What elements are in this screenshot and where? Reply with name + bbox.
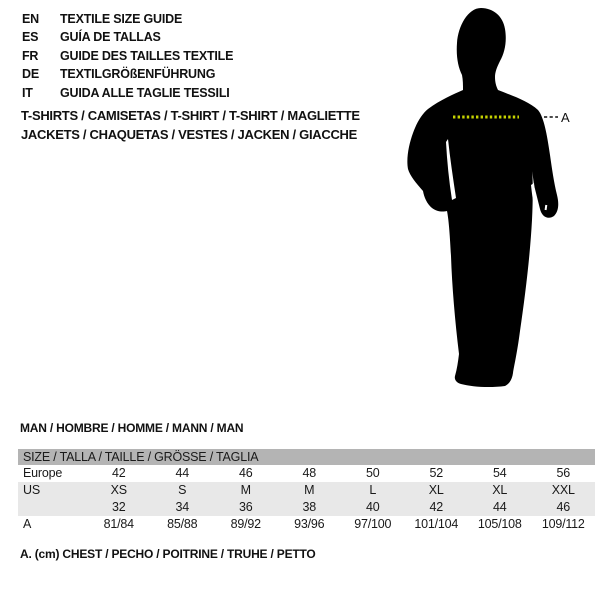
size-cell: M <box>304 483 315 497</box>
size-cell: 93/96 <box>294 517 325 531</box>
size-cell: XL <box>428 483 444 497</box>
size-cell: L <box>369 483 377 497</box>
language-row <box>22 84 233 102</box>
language-title-list <box>22 10 233 102</box>
size-cell: 50 <box>365 466 380 480</box>
size-cell: 44 <box>492 500 507 514</box>
row-label: US <box>23 483 40 497</box>
size-cell: XL <box>492 483 508 497</box>
size-cell: M <box>240 483 251 497</box>
size-table-header: SIZE / TALLA / TAILLE / GRÖSSE / TAGLIA <box>18 449 595 465</box>
language-title: TEXTILGRÖßENFÜHRUNG <box>60 67 216 82</box>
language-row <box>22 47 233 65</box>
size-cell: 85/88 <box>167 517 198 531</box>
size-cell: 32 <box>111 500 126 514</box>
language-title: GUIDA ALLE TAGLIE TESSILI <box>60 85 230 100</box>
size-figure <box>402 5 572 390</box>
size-cell: 97/100 <box>354 517 392 531</box>
size-cell: S <box>178 483 187 497</box>
size-cell: 56 <box>556 466 570 480</box>
size-cell: 42 <box>429 500 443 514</box>
row-label: Europe <box>23 466 63 480</box>
size-cell: XS <box>110 483 127 497</box>
category-line-tshirts: T-SHIRTS / CAMISETAS / T-SHIRT / T-SHIRT / MAGLIETTE <box>21 108 360 123</box>
size-cell: 40 <box>365 500 380 514</box>
size-cell: 36 <box>238 500 253 514</box>
language-code: EN <box>22 12 39 26</box>
size-cell: 81/84 <box>103 517 134 531</box>
language-title: GUIDE DES TAILLES TEXTILE <box>60 48 234 63</box>
size-cell: 101/104 <box>414 517 459 531</box>
table-row-us-letter <box>18 482 595 499</box>
size-cell: 46 <box>556 500 570 514</box>
size-table <box>18 449 595 533</box>
size-cell: XXL <box>551 483 575 497</box>
language-code: ES <box>22 30 39 45</box>
size-cell: 109/112 <box>541 517 585 531</box>
garment-categories <box>21 106 360 144</box>
size-cell: 89/92 <box>230 517 261 531</box>
size-cell: 44 <box>175 466 189 480</box>
language-code: DE <box>22 67 39 82</box>
measure-label-a: A <box>561 110 570 125</box>
language-title: TEXTILE SIZE GUIDE <box>60 12 183 26</box>
size-cell: 38 <box>302 500 316 514</box>
size-cell: 105/108 <box>477 517 522 531</box>
table-row-chest-cm <box>18 516 595 533</box>
size-cell: 48 <box>302 466 316 480</box>
size-cell: 52 <box>429 466 443 480</box>
row-label: A <box>23 517 32 531</box>
section-title-man: MAN / HOMBRE / HOMME / MANN / MAN <box>20 421 244 435</box>
measurement-footnote: A. (cm) CHEST / PECHO / POITRINE / TRUHE / PETTO <box>20 547 316 561</box>
table-row-us-numeric <box>18 499 595 516</box>
language-row <box>22 65 233 83</box>
language-code: IT <box>22 85 33 100</box>
language-title: GUÍA DE TALLAS <box>60 30 161 45</box>
size-cell: 46 <box>238 466 253 480</box>
language-row <box>22 10 233 28</box>
size-cell: 54 <box>492 466 507 480</box>
language-code: FR <box>22 48 39 63</box>
category-line-jackets: JACKETS / CHAQUETAS / VESTES / JACKEN / GIACCHE <box>21 127 357 142</box>
size-cell: 42 <box>111 466 126 480</box>
language-row <box>22 28 233 46</box>
size-cell: 34 <box>175 500 189 514</box>
row-label <box>18 499 87 516</box>
table-row-europe <box>18 465 595 482</box>
